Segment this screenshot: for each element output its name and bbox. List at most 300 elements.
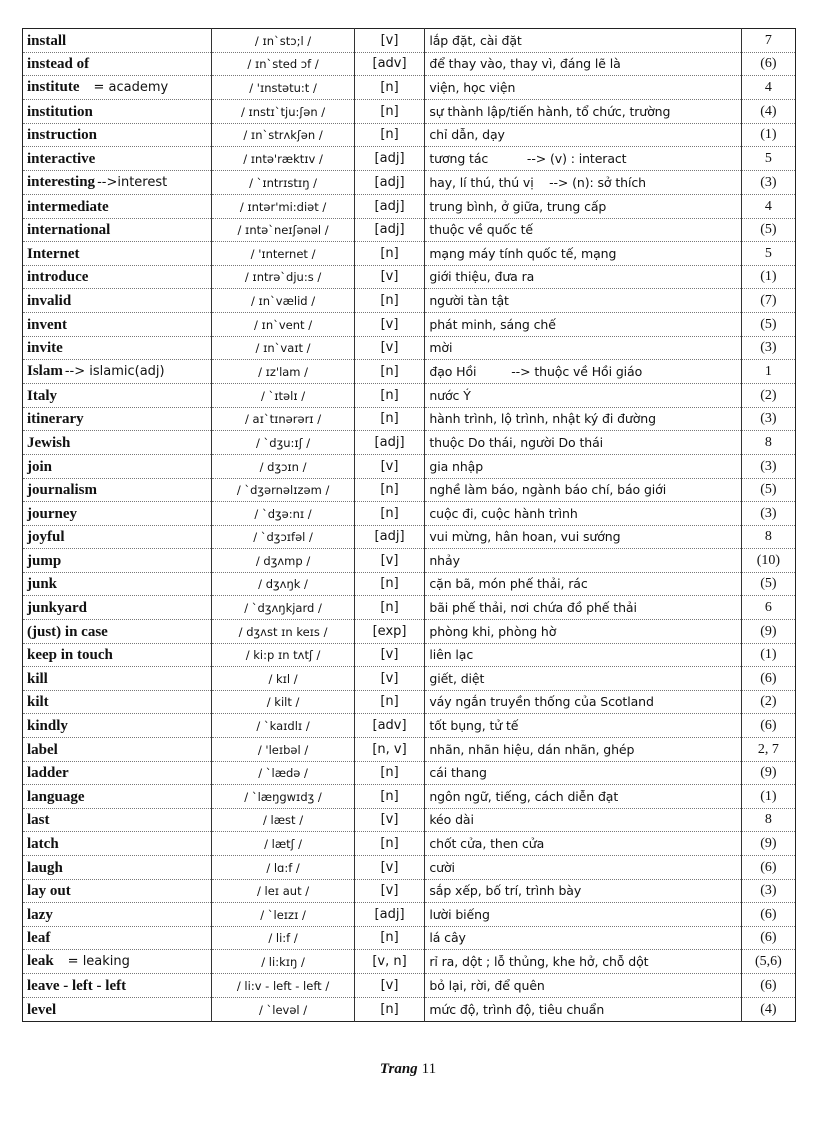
pronunciation-cell: / ɪn`strʌkʃən / <box>212 123 354 147</box>
word-cell <box>23 147 212 171</box>
lesson-cell: (1) <box>741 265 795 289</box>
word-text: install <box>27 32 67 49</box>
pronunciation-cell: / 'ɪnstətu:t / <box>212 76 354 100</box>
word-cell <box>23 974 212 998</box>
meaning-cell: đạo Hồi --> thuộc về Hồi giáo <box>425 360 741 384</box>
meaning-cell: để thay vào, thay vì, đáng lẽ là <box>425 52 741 76</box>
table-row <box>23 950 796 974</box>
lesson-cell: (5,6) <box>741 950 795 974</box>
meaning-cell: kéo dài <box>425 808 741 832</box>
vocabulary-table <box>22 28 796 1022</box>
page-label: Trang <box>379 1061 418 1077</box>
word-cell <box>23 667 212 691</box>
part-of-speech-cell: [adj] <box>354 903 425 927</box>
word-cell <box>23 76 212 100</box>
word-text: invalid <box>27 292 72 309</box>
lesson-cell: (3) <box>741 336 795 360</box>
part-of-speech-cell: [adj] <box>354 525 425 549</box>
word-cell <box>23 761 212 785</box>
pronunciation-cell: / `leɪzɪ / <box>212 903 354 927</box>
table-row <box>23 997 796 1021</box>
word-text: ladder <box>27 765 69 782</box>
pronunciation-cell: / ɪntə`neɪʃənəl / <box>212 218 354 242</box>
part-of-speech-cell: [n] <box>354 690 425 714</box>
table-row <box>23 52 796 76</box>
word-cell <box>23 312 212 336</box>
meaning-cell: lười biếng <box>425 903 741 927</box>
lesson-cell: (5) <box>741 478 795 502</box>
part-of-speech-cell: [adj] <box>354 218 425 242</box>
lesson-cell: (5) <box>741 572 795 596</box>
pronunciation-cell: / li:v - left - left / <box>212 974 354 998</box>
table-row <box>23 407 796 431</box>
meaning-cell: sắp xếp, bố trí, trình bày <box>425 879 741 903</box>
word-cell <box>23 738 212 762</box>
pronunciation-cell: / ɪn`vent / <box>212 312 354 336</box>
pronunciation-cell: / `dʒərnəlɪzəm / <box>212 478 354 502</box>
word-cell <box>23 29 212 53</box>
lesson-cell: (6) <box>741 926 795 950</box>
part-of-speech-cell: [n] <box>354 360 425 384</box>
table-row <box>23 832 796 856</box>
part-of-speech-cell: [adj] <box>354 147 425 171</box>
table-row <box>23 785 796 809</box>
table-row <box>23 643 796 667</box>
word-note: = leaking <box>67 954 130 970</box>
meaning-cell: cái thang <box>425 761 741 785</box>
word-text: last <box>27 812 50 829</box>
part-of-speech-cell: [n] <box>354 502 425 526</box>
part-of-speech-cell: [v, n] <box>354 950 425 974</box>
word-text: introduce <box>27 269 89 286</box>
part-of-speech-cell: [v] <box>354 667 425 691</box>
table-row <box>23 384 796 408</box>
pronunciation-cell: / `læŋgwɪdʒ / <box>212 785 354 809</box>
meaning-cell: mời <box>425 336 741 360</box>
word-cell <box>23 478 212 502</box>
meaning-cell: váy ngắn truyền thống của Scotland <box>425 690 741 714</box>
word-cell <box>23 690 212 714</box>
word-cell <box>23 407 212 431</box>
lesson-cell: (1) <box>741 643 795 667</box>
lesson-cell: (1) <box>741 123 795 147</box>
word-cell <box>23 100 212 124</box>
word-text: journey <box>27 505 77 522</box>
pronunciation-cell: / 'ɪnternet / <box>212 242 354 266</box>
word-cell <box>23 808 212 832</box>
word-cell <box>23 832 212 856</box>
word-text: Internet <box>27 245 80 262</box>
table-row <box>23 123 796 147</box>
table-row <box>23 926 796 950</box>
meaning-cell: ngôn ngữ, tiếng, cách diễn đạt <box>425 785 741 809</box>
part-of-speech-cell: [n] <box>354 100 425 124</box>
lesson-cell: (6) <box>741 714 795 738</box>
lesson-cell: (9) <box>741 832 795 856</box>
word-text: (just) in case <box>27 623 108 640</box>
word-text: interactive <box>27 150 96 167</box>
word-cell <box>23 549 212 573</box>
pronunciation-cell: / 'leɪbəl / <box>212 738 354 762</box>
word-text: institution <box>27 103 93 120</box>
table-row <box>23 218 796 242</box>
meaning-cell: người tàn tật <box>425 289 741 313</box>
part-of-speech-cell: [n] <box>354 785 425 809</box>
part-of-speech-cell: [n] <box>354 76 425 100</box>
meaning-cell: cười <box>425 856 741 880</box>
word-cell <box>23 714 212 738</box>
table-row <box>23 147 796 171</box>
word-cell <box>23 454 212 478</box>
lesson-cell: (2) <box>741 690 795 714</box>
pronunciation-cell: / lætʃ / <box>212 832 354 856</box>
pronunciation-cell: / ɪn`sted ɔf / <box>212 52 354 76</box>
table-row <box>23 572 796 596</box>
word-text: laugh <box>27 859 63 876</box>
word-text: Italy <box>27 387 57 404</box>
part-of-speech-cell: [v] <box>354 974 425 998</box>
part-of-speech-cell: [v] <box>354 879 425 903</box>
part-of-speech-cell: [n] <box>354 289 425 313</box>
meaning-cell: liên lạc <box>425 643 741 667</box>
part-of-speech-cell: [n] <box>354 384 425 408</box>
lesson-cell: (4) <box>741 997 795 1021</box>
lesson-cell: 4 <box>741 194 795 218</box>
table-row <box>23 478 796 502</box>
pronunciation-cell: / `ɪtəlɪ / <box>212 384 354 408</box>
pronunciation-cell: / li:f / <box>212 926 354 950</box>
word-text: lazy <box>27 906 53 923</box>
word-cell <box>23 242 212 266</box>
pronunciation-cell: / ki:p ɪn tʌtʃ / <box>212 643 354 667</box>
lesson-cell: (3) <box>741 502 795 526</box>
table-row <box>23 265 796 289</box>
pronunciation-cell: / ɪz'lam / <box>212 360 354 384</box>
table-row <box>23 336 796 360</box>
part-of-speech-cell: [n] <box>354 407 425 431</box>
table-row <box>23 312 796 336</box>
part-of-speech-cell: [n] <box>354 596 425 620</box>
page-footer <box>0 1061 816 1078</box>
pronunciation-cell: / ɪntə'ræktɪv / <box>212 147 354 171</box>
meaning-cell: lá cây <box>425 926 741 950</box>
part-of-speech-cell: [v] <box>354 454 425 478</box>
pronunciation-cell: / `dʒu:ɪʃ / <box>212 431 354 455</box>
lesson-cell: 8 <box>741 431 795 455</box>
page-number: 11 <box>421 1061 437 1077</box>
lesson-cell: (9) <box>741 761 795 785</box>
table-row <box>23 29 796 53</box>
word-text: kindly <box>27 718 68 735</box>
pronunciation-cell: / li:kɪŋ / <box>212 950 354 974</box>
word-cell <box>23 879 212 903</box>
table-row <box>23 360 796 384</box>
table-row <box>23 549 796 573</box>
word-cell <box>23 643 212 667</box>
table-row <box>23 194 796 218</box>
table-row <box>23 454 796 478</box>
word-cell <box>23 265 212 289</box>
word-text: keep in touch <box>27 647 113 664</box>
meaning-cell: lắp đặt, cài đặt <box>425 29 741 53</box>
part-of-speech-cell: [n] <box>354 242 425 266</box>
part-of-speech-cell: [v] <box>354 29 425 53</box>
table-row <box>23 100 796 124</box>
meaning-cell: hành trình, lộ trình, nhật ký đi đường <box>425 407 741 431</box>
lesson-cell: (3) <box>741 407 795 431</box>
word-text: itinerary <box>27 411 84 428</box>
lesson-cell: 1 <box>741 360 795 384</box>
meaning-cell: phòng khi, phòng hờ <box>425 620 741 644</box>
word-text: level <box>27 1001 57 1018</box>
lesson-cell: (6) <box>741 974 795 998</box>
word-cell <box>23 360 212 384</box>
meaning-cell: sự thành lập/tiến hành, tổ chức, trường <box>425 100 741 124</box>
pronunciation-cell: / `dʒə:nɪ / <box>212 502 354 526</box>
word-text: jump <box>27 552 62 569</box>
pronunciation-cell: / ɪnstɪ`tju:ʃən / <box>212 100 354 124</box>
pronunciation-cell: / `dʒɔɪfəl / <box>212 525 354 549</box>
pronunciation-cell: / ɪn`vaɪt / <box>212 336 354 360</box>
table-row <box>23 903 796 927</box>
word-text: journalism <box>27 482 98 499</box>
part-of-speech-cell: [v] <box>354 549 425 573</box>
part-of-speech-cell: [adj] <box>354 194 425 218</box>
table-row <box>23 856 796 880</box>
part-of-speech-cell: [n] <box>354 997 425 1021</box>
word-cell <box>23 431 212 455</box>
word-text: leave - left - left <box>27 977 127 994</box>
meaning-cell: giết, diệt <box>425 667 741 691</box>
word-cell <box>23 856 212 880</box>
part-of-speech-cell: [v] <box>354 808 425 832</box>
table-row <box>23 620 796 644</box>
lesson-cell: (4) <box>741 100 795 124</box>
word-text: instruction <box>27 127 98 144</box>
part-of-speech-cell: [n, v] <box>354 738 425 762</box>
word-text: label <box>27 741 58 758</box>
lesson-cell: 8 <box>741 525 795 549</box>
word-text: invent <box>27 316 68 333</box>
word-text: institute <box>27 79 80 96</box>
word-cell <box>23 997 212 1021</box>
lesson-cell: 4 <box>741 76 795 100</box>
lesson-cell: (1) <box>741 785 795 809</box>
word-text: lay out <box>27 883 71 900</box>
word-text: leaf <box>27 930 51 947</box>
word-cell <box>23 170 212 194</box>
meaning-cell: nghề làm báo, ngành báo chí, báo giới <box>425 478 741 502</box>
pronunciation-cell: / `lædə / <box>212 761 354 785</box>
word-text: latch <box>27 836 59 852</box>
meaning-cell: nhảy <box>425 549 741 573</box>
table-row <box>23 289 796 313</box>
part-of-speech-cell: [n] <box>354 832 425 856</box>
word-note: = academy <box>93 80 169 96</box>
word-cell <box>23 336 212 360</box>
pronunciation-cell: / kɪl / <box>212 667 354 691</box>
word-text: invite <box>27 340 63 357</box>
meaning-cell: tốt bụng, tử tế <box>425 714 741 738</box>
part-of-speech-cell: [n] <box>354 926 425 950</box>
pronunciation-cell: / `kaɪdlɪ / <box>212 714 354 738</box>
word-cell <box>23 123 212 147</box>
word-cell <box>23 785 212 809</box>
meaning-cell: mạng máy tính quốc tế, mạng <box>425 242 741 266</box>
word-note: -->interest <box>97 174 168 190</box>
word-text: leak <box>27 953 54 970</box>
meaning-cell: vui mừng, hân hoan, vui sướng <box>425 525 741 549</box>
meaning-cell: gia nhập <box>425 454 741 478</box>
pronunciation-cell: / `dʒʌŋkjard / <box>212 596 354 620</box>
meaning-cell: cặn bã, món phế thải, rác <box>425 572 741 596</box>
meaning-cell: bãi phế thải, nơi chứa đồ phế thải <box>425 596 741 620</box>
pronunciation-cell: / ɪntər'mi:diət / <box>212 194 354 218</box>
lesson-cell: (5) <box>741 312 795 336</box>
table-row <box>23 242 796 266</box>
pronunciation-cell: / kilt / <box>212 690 354 714</box>
part-of-speech-cell: [adj] <box>354 431 425 455</box>
word-cell <box>23 572 212 596</box>
word-text: intermediate <box>27 198 109 215</box>
lesson-cell: (3) <box>741 454 795 478</box>
meaning-cell: chốt cửa, then cửa <box>425 832 741 856</box>
lesson-cell: (9) <box>741 620 795 644</box>
pronunciation-cell: / dʒʌmp / <box>212 549 354 573</box>
pronunciation-cell: / lɑ:f / <box>212 856 354 880</box>
lesson-cell: (6) <box>741 856 795 880</box>
word-cell <box>23 950 212 974</box>
meaning-cell: trung bình, ở giữa, trung cấp <box>425 194 741 218</box>
lesson-cell: (5) <box>741 218 795 242</box>
meaning-cell: nhãn, nhãn hiệu, dán nhãn, ghép <box>425 738 741 762</box>
lesson-cell: 6 <box>741 596 795 620</box>
word-text: junk <box>27 576 58 593</box>
table-row <box>23 974 796 998</box>
pronunciation-cell: / `levəl / <box>212 997 354 1021</box>
part-of-speech-cell: [v] <box>354 265 425 289</box>
table-row <box>23 879 796 903</box>
word-cell <box>23 52 212 76</box>
table-row <box>23 170 796 194</box>
meaning-cell: giới thiệu, đưa ra <box>425 265 741 289</box>
pronunciation-cell: / læst / <box>212 808 354 832</box>
word-cell <box>23 194 212 218</box>
pronunciation-cell: / ɪntrə`dju:s / <box>212 265 354 289</box>
lesson-cell: 2, 7 <box>741 738 795 762</box>
word-cell <box>23 218 212 242</box>
meaning-cell: phát minh, sáng chế <box>425 312 741 336</box>
meaning-cell: cuộc đi, cuộc hành trình <box>425 502 741 526</box>
part-of-speech-cell: [n] <box>354 761 425 785</box>
table-row <box>23 667 796 691</box>
word-text: Jewish <box>27 434 71 451</box>
word-text: language <box>27 788 85 805</box>
meaning-cell: hay, lí thú, thú vị --> (n): sở thích <box>425 170 741 194</box>
table-row <box>23 714 796 738</box>
meaning-cell: rỉ ra, dột ; lỗ thủng, khe hở, chỗ dột <box>425 950 741 974</box>
pronunciation-cell: / aɪ`tɪnərərɪ / <box>212 407 354 431</box>
pronunciation-cell: / leɪ aut / <box>212 879 354 903</box>
word-text: interesting <box>27 173 96 190</box>
part-of-speech-cell: [n] <box>354 123 425 147</box>
word-text: international <box>27 222 111 239</box>
word-cell <box>23 289 212 313</box>
part-of-speech-cell: [adv] <box>354 52 425 76</box>
part-of-speech-cell: [adv] <box>354 714 425 738</box>
table-row <box>23 525 796 549</box>
word-text: junkyard <box>27 600 88 617</box>
lesson-cell: 7 <box>741 29 795 53</box>
word-cell <box>23 620 212 644</box>
part-of-speech-cell: [n] <box>354 572 425 596</box>
part-of-speech-cell: [n] <box>354 478 425 502</box>
table-row <box>23 596 796 620</box>
pronunciation-cell: / ɪn`vælid / <box>212 289 354 313</box>
word-cell <box>23 525 212 549</box>
word-text: kilt <box>27 694 49 711</box>
lesson-cell: (6) <box>741 667 795 691</box>
lesson-cell: 5 <box>741 147 795 171</box>
table-row <box>23 690 796 714</box>
lesson-cell: (10) <box>741 549 795 573</box>
meaning-cell: thuộc Do thái, người Do thái <box>425 431 741 455</box>
table-row <box>23 738 796 762</box>
meaning-cell: mức độ, trình độ, tiêu chuẩn <box>425 997 741 1021</box>
word-cell <box>23 596 212 620</box>
pronunciation-cell: / `ɪntrɪstɪŋ / <box>212 170 354 194</box>
table-row <box>23 76 796 100</box>
lesson-cell: (2) <box>741 384 795 408</box>
part-of-speech-cell: [exp] <box>354 620 425 644</box>
table-row <box>23 502 796 526</box>
word-text: joyful <box>27 529 65 546</box>
meaning-cell: nước Ý <box>425 384 741 408</box>
pronunciation-cell: / ɪn`stɔ;l / <box>212 29 354 53</box>
table-row <box>23 808 796 832</box>
part-of-speech-cell: [v] <box>354 643 425 667</box>
meaning-cell: chỉ dẫn, dạy <box>425 123 741 147</box>
lesson-cell: 5 <box>741 242 795 266</box>
pronunciation-cell: / dʒʌst ɪn keɪs / <box>212 620 354 644</box>
part-of-speech-cell: [v] <box>354 312 425 336</box>
vocabulary-table-body <box>23 29 796 1022</box>
word-text: instead of <box>27 56 90 73</box>
part-of-speech-cell: [v] <box>354 336 425 360</box>
lesson-cell: (3) <box>741 170 795 194</box>
part-of-speech-cell: [adj] <box>354 170 425 194</box>
lesson-cell: (6) <box>741 52 795 76</box>
pronunciation-cell: / dʒɔɪn / <box>212 454 354 478</box>
word-text: kill <box>27 670 48 687</box>
table-row <box>23 431 796 455</box>
word-cell <box>23 903 212 927</box>
meaning-cell: viện, học viện <box>425 76 741 100</box>
lesson-cell: 8 <box>741 808 795 832</box>
lesson-cell: (3) <box>741 879 795 903</box>
table-row <box>23 761 796 785</box>
meaning-cell: bỏ lại, rời, để quên <box>425 974 741 998</box>
lesson-cell: (6) <box>741 903 795 927</box>
meaning-cell: thuộc về quốc tế <box>425 218 741 242</box>
part-of-speech-cell: [v] <box>354 856 425 880</box>
word-text: join <box>27 458 53 475</box>
word-text: Islam <box>27 363 63 380</box>
meaning-cell: tương tác --> (v) : interact <box>425 147 741 171</box>
word-cell <box>23 384 212 408</box>
word-cell <box>23 502 212 526</box>
word-cell <box>23 926 212 950</box>
